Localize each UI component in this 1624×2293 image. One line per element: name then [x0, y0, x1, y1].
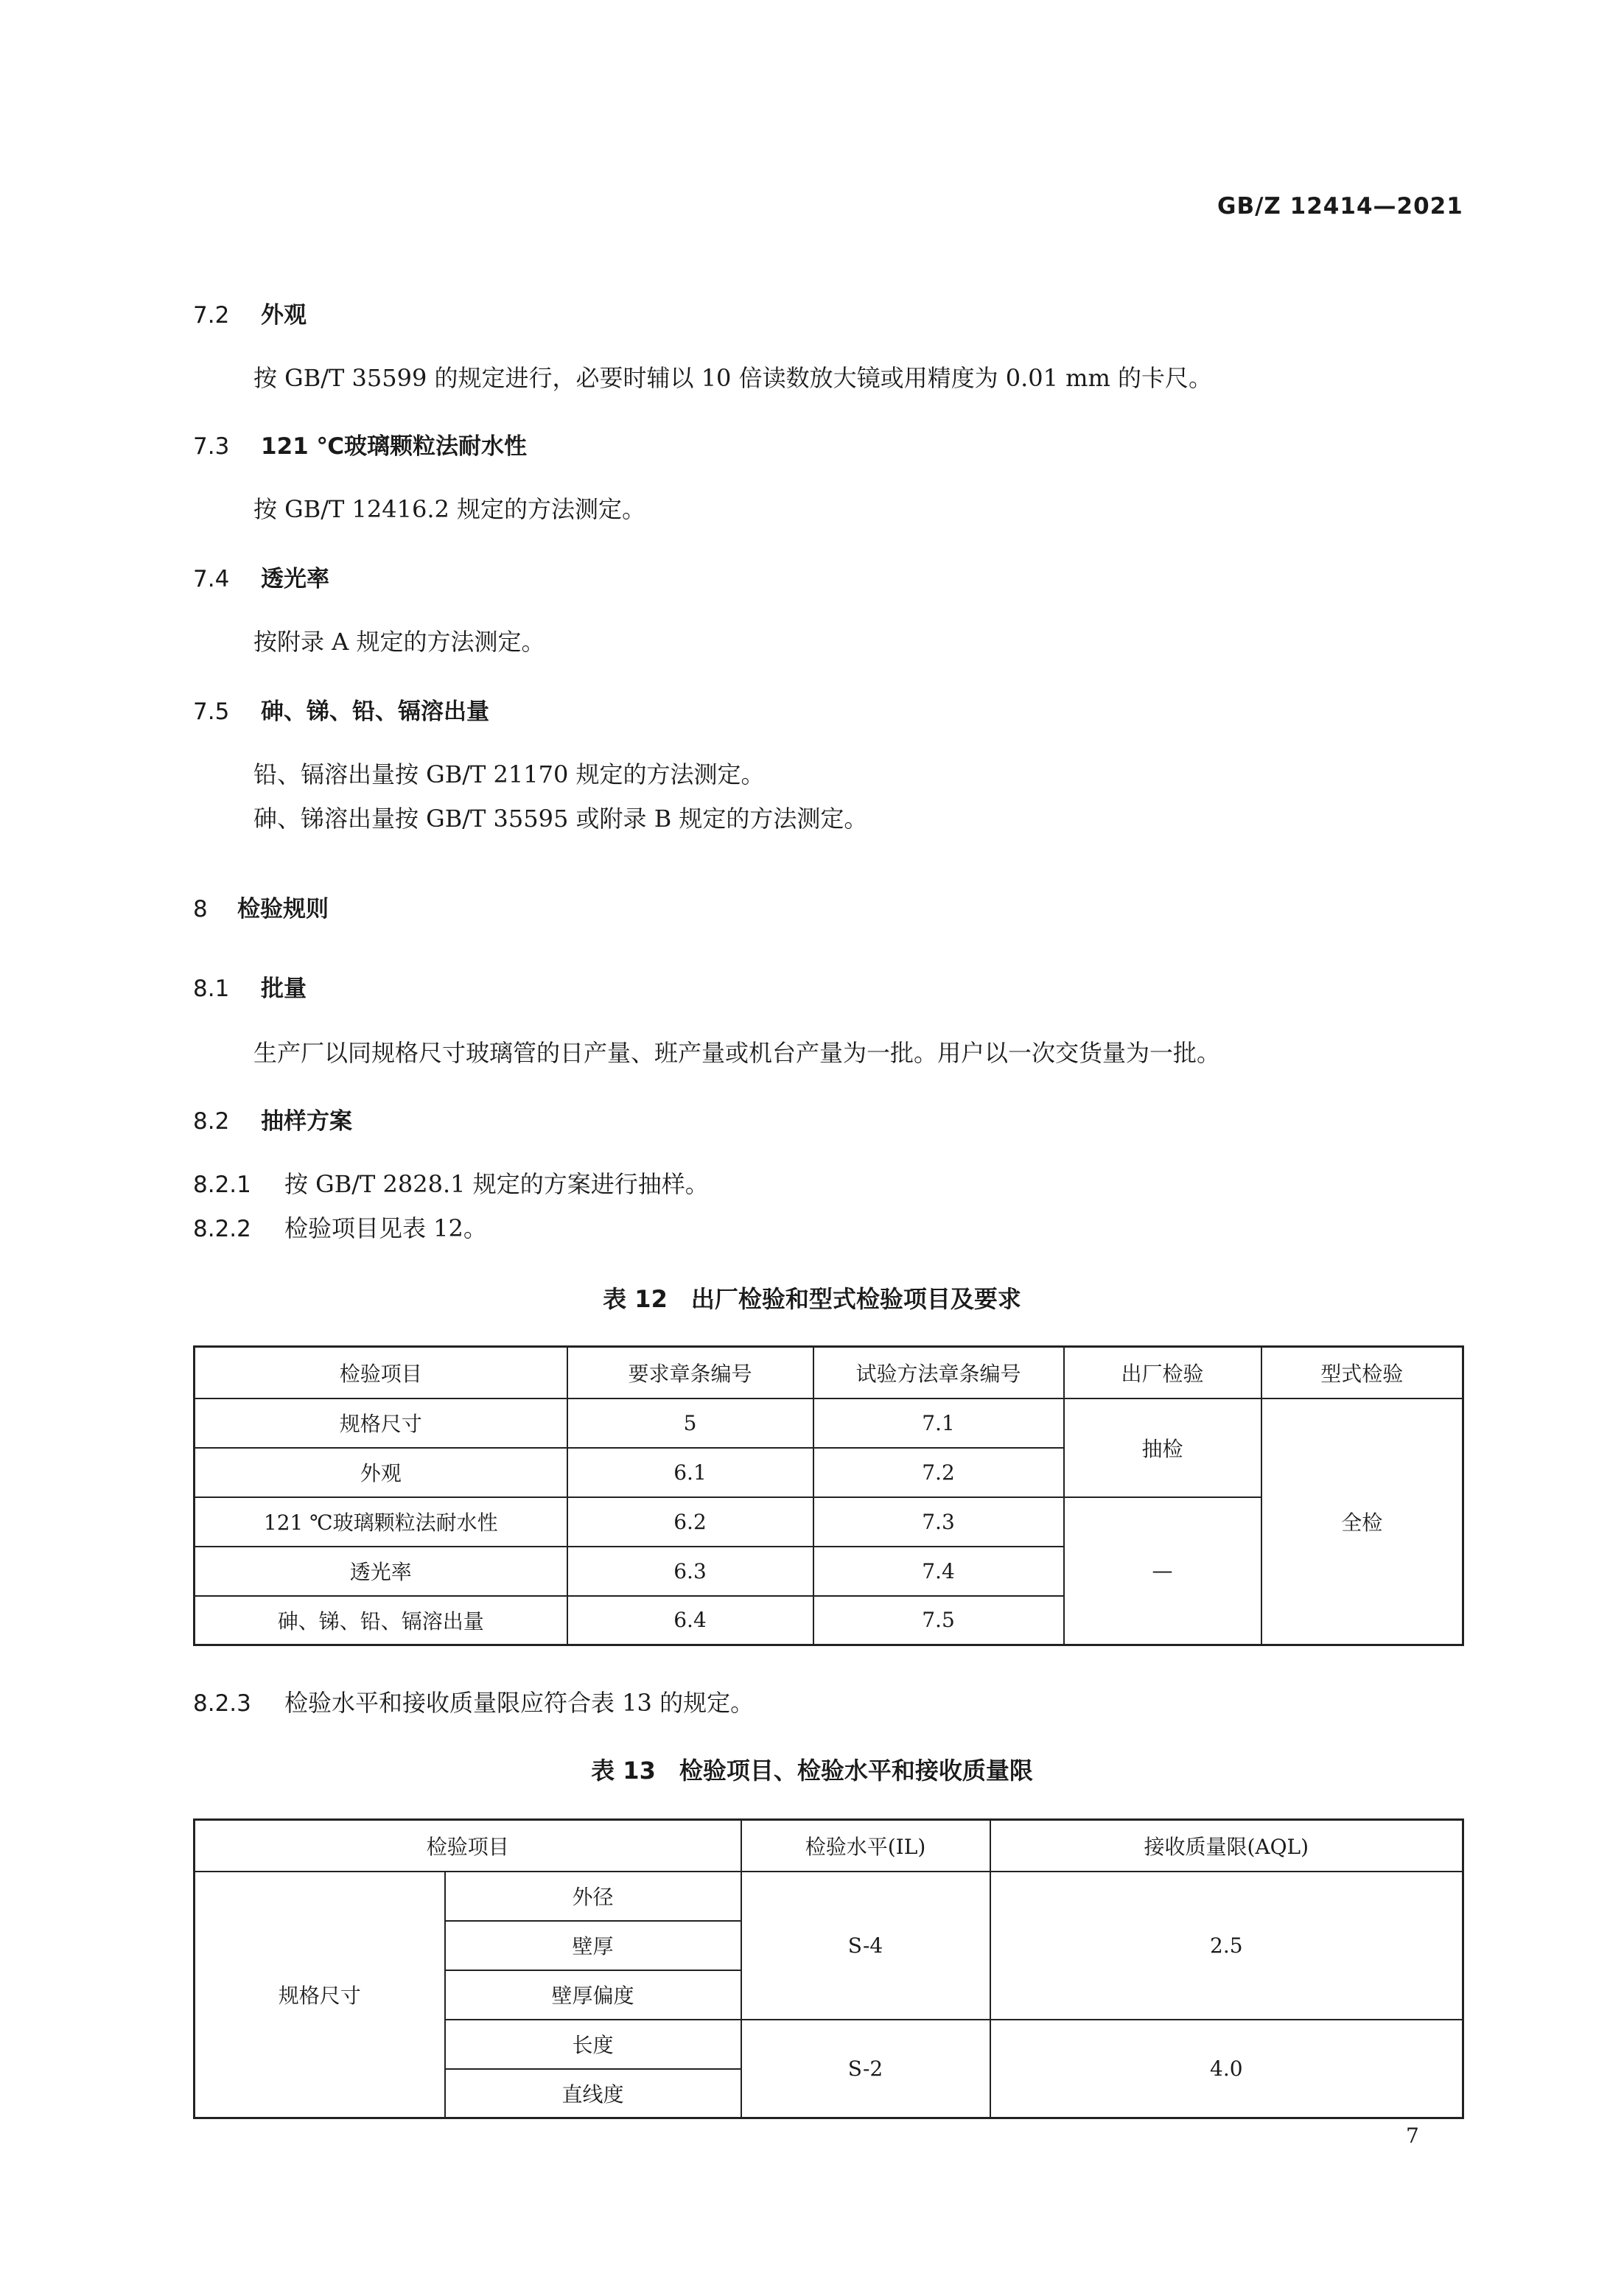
table-cell: 直线度 — [445, 2069, 741, 2118]
table-cell-type-all: 全检 — [1261, 1398, 1463, 1645]
table-cell-aql: 4.0 — [990, 2020, 1463, 2118]
table-cell: 外观 — [195, 1448, 567, 1497]
clause-8-2-2: 8.2.2 检验项目见表 12。 — [193, 1214, 487, 1242]
table-cell: 121 ℃玻璃颗粒法耐水性 — [195, 1497, 567, 1547]
table-cell: 7.3 — [813, 1497, 1064, 1547]
table-12 — [193, 1345, 1464, 1646]
table-cell: 透光率 — [195, 1547, 567, 1596]
table-cell: 7.2 — [813, 1448, 1064, 1497]
table-12-header: 试验方法章条编号 — [813, 1347, 1064, 1398]
table-cell: 6.1 — [567, 1448, 813, 1497]
paragraph-7-5-b: 砷、锑溶出量按 GB/T 35595 或附录 B 规定的方法测定。 — [253, 805, 868, 833]
page-number: 7 — [1406, 2124, 1419, 2148]
table-13 — [193, 1818, 1464, 2119]
paragraph-7-5-a: 铅、镉溶出量按 GB/T 21170 规定的方法测定。 — [253, 760, 765, 788]
table-cell: 7.1 — [813, 1398, 1064, 1448]
table-cell-factory-sampled: 抽检 — [1064, 1398, 1261, 1497]
standard-code: GB/Z 12414—2021 — [1217, 193, 1463, 220]
table-cell-group: 规格尺寸 — [195, 1872, 445, 2118]
heading-8: 8 检验规则 — [193, 896, 329, 923]
table-cell: 壁厚偏度 — [445, 1970, 741, 2020]
table-cell: 砷、锑、铅、镉溶出量 — [195, 1596, 567, 1645]
table-cell: 5 — [567, 1398, 813, 1448]
clause-8-2-1: 8.2.1 按 GB/T 2828.1 规定的方案进行抽样。 — [193, 1170, 709, 1198]
paragraph-7-3: 按 GB/T 12416.2 规定的方法测定。 — [253, 495, 646, 523]
table-cell: 7.4 — [813, 1547, 1064, 1596]
table-cell: 6.2 — [567, 1497, 813, 1547]
paragraph-7-4: 按附录 A 规定的方法测定。 — [253, 628, 545, 656]
table-12-caption: 表 12 出厂检验和型式检验项目及要求 — [603, 1285, 1021, 1313]
table-12-header: 型式检验 — [1261, 1347, 1463, 1398]
table-cell: 外径 — [445, 1872, 741, 1921]
table-cell-aql: 2.5 — [990, 1872, 1463, 2020]
table-cell: 规格尺寸 — [195, 1398, 567, 1448]
table-13-caption: 表 13 检验项目、检验水平和接收质量限 — [591, 1757, 1033, 1785]
table-12-header-row — [195, 1347, 1463, 1398]
table-12-header: 要求章条编号 — [567, 1347, 813, 1398]
table-cell-level: S-4 — [741, 1872, 990, 2020]
table-cell-factory-none: — — [1064, 1497, 1261, 1645]
table-cell: 6.4 — [567, 1596, 813, 1645]
paragraph-7-2: 按 GB/T 35599 的规定进行，必要时辅以 10 倍读数放大镜或用精度为 0.01 mm 的卡尺。 — [253, 364, 1213, 392]
paragraph-8-1: 生产厂以同规格尺寸玻璃管的日产量、班产量或机台产量为一批。用户以一次交货量为一批。 — [253, 1039, 1221, 1067]
table-cell-level: S-2 — [741, 2020, 990, 2118]
clause-8-2-3: 8.2.3 检验水平和接收质量限应符合表 13 的规定。 — [193, 1689, 755, 1717]
table-12-header: 出厂检验 — [1064, 1347, 1261, 1398]
heading-7-4: 7.4 透光率 — [193, 566, 329, 592]
table-12-header: 检验项目 — [195, 1347, 567, 1398]
heading-8-2: 8.2 抽样方案 — [193, 1108, 352, 1135]
heading-7-2: 7.2 外观 — [193, 302, 307, 329]
table-13-header: 接收质量限(AQL) — [990, 1820, 1463, 1872]
table-13-header-row — [195, 1820, 1463, 1872]
table-row — [195, 1872, 1463, 1921]
table-13-header: 检验水平(IL) — [741, 1820, 990, 1872]
heading-8-1: 8.1 批量 — [193, 976, 307, 1002]
heading-7-3: 7.3 121 ℃玻璃颗粒法耐水性 — [193, 433, 528, 460]
table-cell: 7.5 — [813, 1596, 1064, 1645]
heading-7-5: 7.5 砷、锑、铅、镉溶出量 — [193, 699, 489, 725]
table-cell: 长度 — [445, 2020, 741, 2069]
table-13-header: 检验项目 — [195, 1820, 741, 1872]
table-cell: 壁厚 — [445, 1921, 741, 1970]
table-cell: 6.3 — [567, 1547, 813, 1596]
table-row — [195, 1398, 1463, 1448]
